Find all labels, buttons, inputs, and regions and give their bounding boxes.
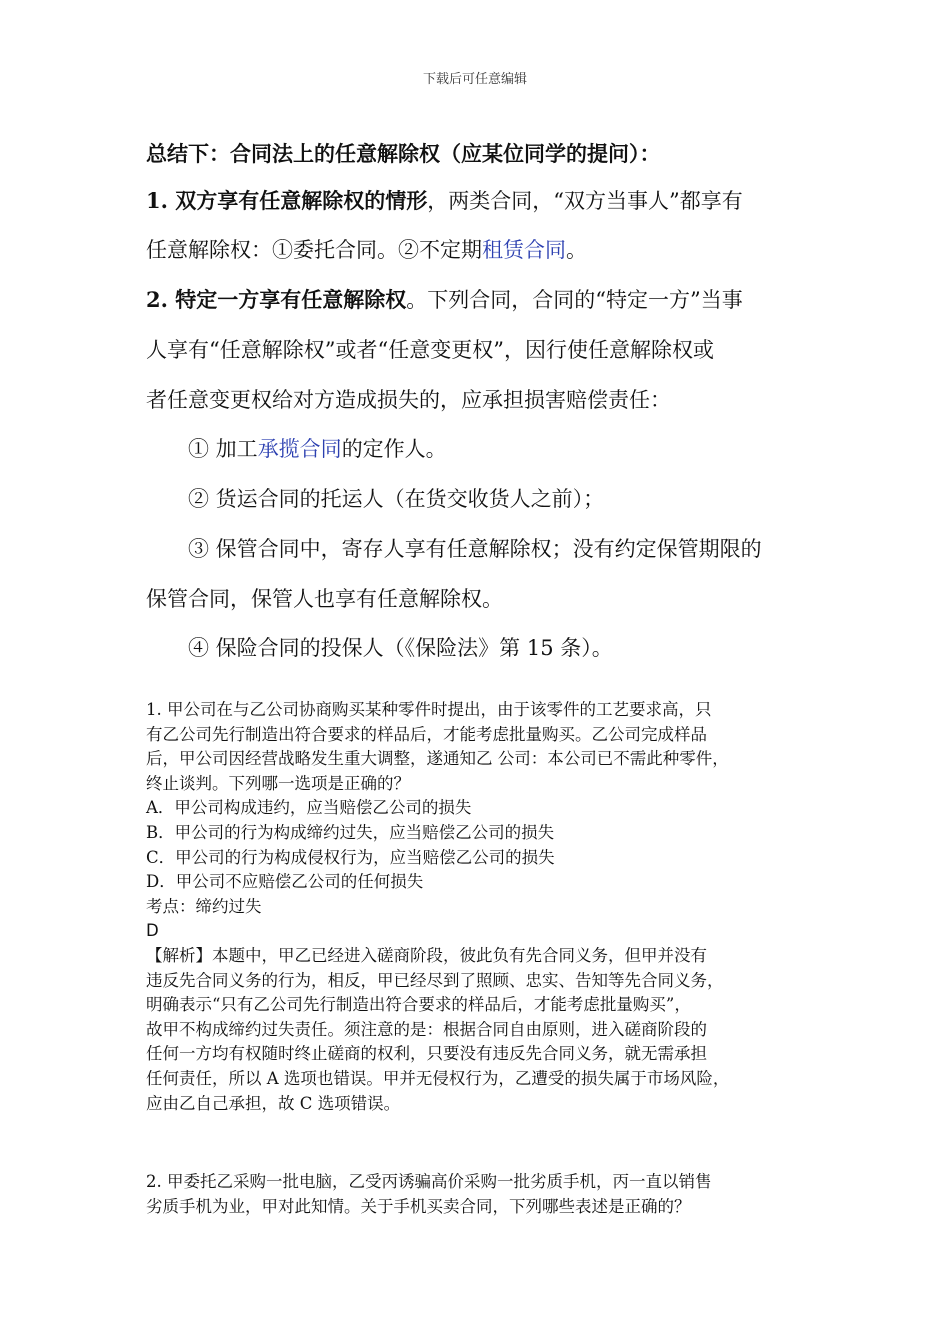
point-1-heading: 1. 双方享有任意解除权的情形 xyxy=(146,188,428,213)
point-2-text: 。下列合同，合同的“特定一方”当事 xyxy=(406,288,743,312)
summary-point-1-line-1 xyxy=(146,187,743,215)
summary-title: 总结下：合同法上的任意解除权（应某位同学的提问）： xyxy=(146,141,661,166)
summary-item-2: ② 货运合同的托运人（在货交收货人之前）； xyxy=(188,487,605,511)
summary-point-2-line-3: 者任意变更权给对方造成损失的，应承担损害赔偿责任： xyxy=(146,388,671,412)
lease-contract-link[interactable]: 租赁合同 xyxy=(482,238,566,262)
summary-item-3-line-2: 保管合同，保管人也享有任意解除权。 xyxy=(146,587,503,611)
question-1-analysis-line: 故甲不构成缔约过失责任。须注意的是：根据合同自由原则，进入磋商阶段的 xyxy=(146,1019,707,1039)
question-1-analysis-line: 违反先合同义务的行为，相反，甲已经尽到了照顾、忠实、告知等先合同义务， xyxy=(146,970,724,990)
item-1-text-2: 的定作人。 xyxy=(341,437,447,461)
question-1 xyxy=(146,698,826,1116)
summary-point-1-line-2 xyxy=(146,236,587,264)
question-1-analysis-line: 任何一方均有权随时终止磋商的权利，只要没有违反先合同义务，就无需承担 xyxy=(146,1044,707,1064)
summary-item-3-line-1: ③ 保管合同中，寄存人享有任意解除权；没有约定保管期限的 xyxy=(188,537,762,561)
question-1-line: 后，甲公司因经营战略发生重大调整，遂通知乙 公司：本公司已不需此种零件， xyxy=(146,749,729,769)
question-1-line: 1. 甲公司在与乙公司协商购买某种零件时提出，由于该零件的工艺要求高，只 xyxy=(146,700,712,719)
question-2-line: 2. 甲委托乙采购一批电脑，乙受丙诱骗高价采购一批劣质手机，丙一直以销售 xyxy=(146,1172,712,1191)
summary-item-4: ④ 保险合同的投保人（《保险法》第 15 条）。 xyxy=(188,636,613,660)
question-1-analysis-line: 应由乙自己承担，故 C 选项错误。 xyxy=(146,1093,401,1113)
point-1-text-3: 。 xyxy=(566,238,587,262)
item-1-text: ① 加工 xyxy=(188,437,258,461)
question-1-analysis-line: 明确表示“只有乙公司先行制造出符合要求的样品后，才能考虑批量购买”， xyxy=(146,995,691,1015)
summary-point-2-line-1 xyxy=(146,286,743,314)
question-1-line: 有乙公司先行制造出符合要求的样品后，才能考虑批量购买。乙公司完成样品 xyxy=(146,724,707,744)
question-1-answer: D xyxy=(146,921,159,941)
question-2-line: 劣质手机为业，甲对此知情。关于手机买卖合同，下列哪些表述是正确的？ xyxy=(146,1196,691,1216)
question-1-option-c: C．甲公司的行为构成侵权行为，应当赔偿乙公司的损失 xyxy=(146,847,555,867)
point-1-text: ，两类合同，“双方当事人”都享有 xyxy=(427,189,743,213)
summary-point-2-line-2: 人享有“任意解除权”或者“任意变更权”，因行使任意解除权或 xyxy=(146,338,714,362)
point-1-text-2: 任意解除权：①委托合同。②不定期 xyxy=(146,238,482,262)
question-1-point: 考点：缔约过失 xyxy=(146,896,262,916)
question-1-option-d: D．甲公司不应赔偿乙公司的任何损失 xyxy=(146,872,424,892)
point-2-heading: 2. 特定一方享有任意解除权 xyxy=(146,287,407,312)
contracting-contract-link[interactable]: 承揽合同 xyxy=(257,437,342,461)
question-1-analysis-line: 任何责任，所以 A 选项也错误。甲并无侵权行为，乙遭受的损失属于市场风险， xyxy=(146,1068,730,1088)
question-1-line: 终止谈判。下列哪一选项是正确的？ xyxy=(146,773,410,793)
question-1-analysis-line: 【解析】本题中，甲乙已经进入磋商阶段，彼此负有先合同义务，但甲并没有 xyxy=(146,945,707,965)
page-header: 下载后可任意编辑 xyxy=(422,72,527,87)
summary-item-1 xyxy=(188,435,447,463)
question-1-option-a: A．甲公司构成违约，应当赔偿乙公司的损失 xyxy=(146,798,472,818)
question-1-option-b: B．甲公司的行为构成缔约过失，应当赔偿乙公司的损失 xyxy=(146,822,555,842)
question-2 xyxy=(146,1170,826,1219)
